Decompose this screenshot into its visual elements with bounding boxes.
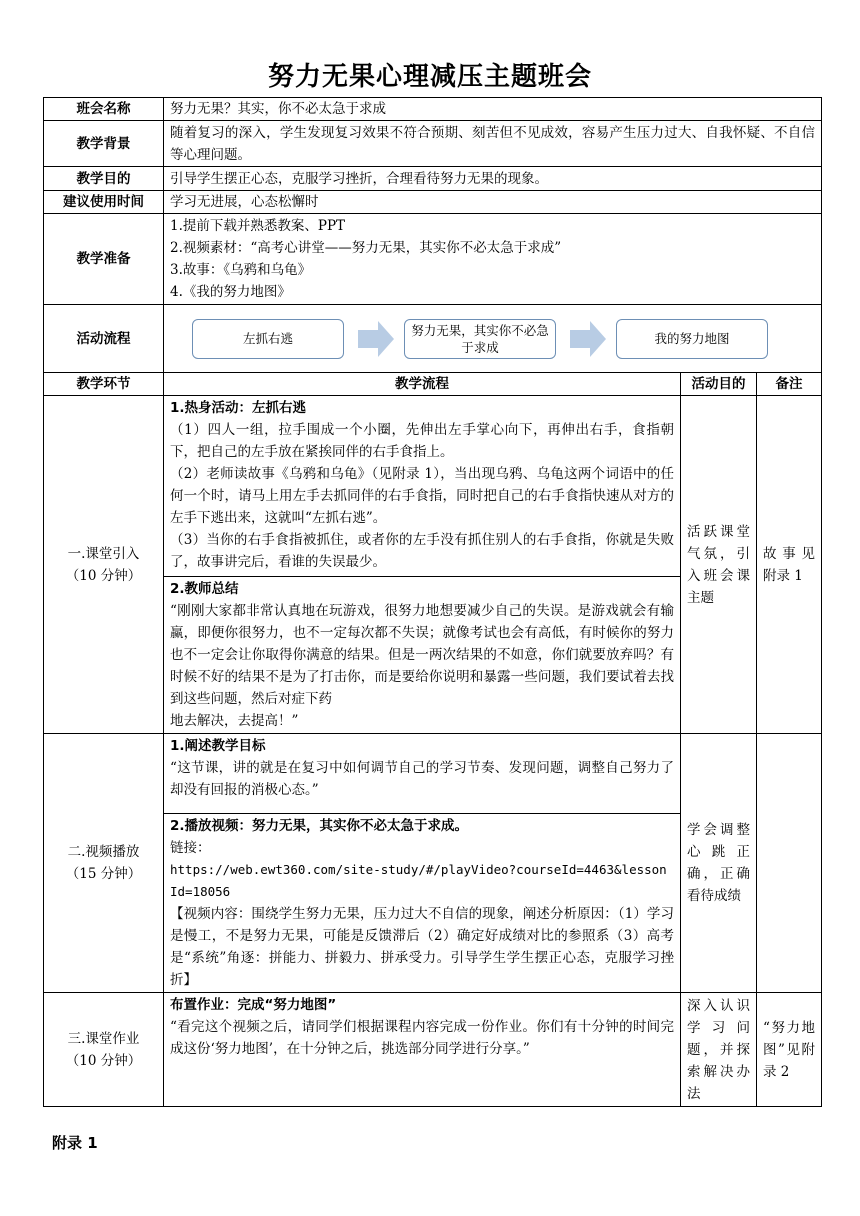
purpose-value: 引导学生摆正心态，克服学习挫折，合理看待努力无果的现象。 [164,167,822,191]
paragraph: 【视频内容：围绕学生努力无果，压力过大不自信的现象，阐述分析原因：（1）学习是慢工，不是努力无果，可能是反馈滞后（2）确定好成绩对比的参照系（3）高考是“系统”角逐：拼能力、拼毅力、拼承受力。引导学生学生摆正心态，克服学习挫折】 [170,906,674,988]
header-process: 教学流程 [164,373,681,396]
paragraph: 地去解决，去提高！” [170,713,299,729]
name-label: 班会名称 [44,98,164,121]
part-subtitle: 2.播放视频：努力无果，其实你不必太急于求成。 [170,818,469,834]
goal-cell: 学会调整心跳正确，正确看待成绩 [681,734,757,993]
paragraph: （3）当你的右手食指被抓住，或者你的左手没有抓住别人的右手食指，你就是失败了，故事讲完后，看谁的失误最少。 [170,532,674,570]
section-row [44,396,822,577]
flow-diagram [164,305,822,373]
usage-time-label: 建议使用时间 [44,191,164,214]
section-name: 二.视频播放 （15 分钟） [44,734,164,993]
part-subtitle: 布置作业：完成“努力地图” [170,997,337,1013]
lesson-plan-table [43,97,822,1107]
link-label: 链接： [170,840,211,856]
row-flow [44,305,822,373]
row-purpose [44,167,822,191]
row-preparation [44,214,822,305]
name-value: 努力无果？其实，你不必太急于求成 [164,98,822,121]
flow-step-1: 左抓右逃 [192,319,344,359]
part-subtitle: 1.阐述教学目标 [170,738,266,754]
process-cell [164,577,681,734]
header-row [44,373,822,396]
part-subtitle: 1.热身活动：左抓右逃 [170,400,307,416]
note-cell [757,734,822,993]
usage-time-value: 学习无进展，心态松懈时 [164,191,822,214]
paragraph: “刚刚大家都非常认真地在玩游戏，很努力地想要减少自己的失误。是游戏就会有输赢，即便你很努力，也不一定每次都不失误；就像考试也会有高低，有时候你的努力也不一定会让你取得你满意的结果。但是一两次结果的不如意，你们就要放弃吗？有时候不好的结果不是为了打击你，而是要给你说明和暴露一些问题，我们要试着去找到这些问题，然后对症下药 [170,603,674,707]
video-link[interactable]: https://web.ewt360.com/site-study/#/playVideo?courseId=4463&lessonId=18056 [170,862,667,899]
header-note: 备注 [757,373,822,396]
flow-step-3: 我的努力地图 [616,319,768,359]
paragraph: “看完这个视频之后，请同学们根据课程内容完成一份作业。你们有十分钟的时间完成这份‘努力地图’，在十分钟之后，挑选部分同学进行分享。” [170,1019,674,1057]
purpose-label: 教学目的 [44,167,164,191]
appendix-heading: 附录 1 [52,1134,98,1152]
paragraph: （2）老师读故事《乌鸦和乌龟》（见附录 1），当出现乌鸦、乌龟这两个词语中的任何一个时，请马上用左手去抓同伴的右手食指，同时把自己的右手食指快速从对方的左手下逃出来，这就叫“左抓右逃”。 [170,466,674,526]
preparation-item: 1.提前下载并熟悉教案、PPT [170,218,346,234]
preparation-item: 4.《我的努力地图》 [170,284,291,300]
section-row [44,993,822,1107]
note-cell: 故事见附录 1 [757,396,822,734]
process-cell [164,396,681,577]
note-cell: “努力地图”见附录 2 [757,993,822,1107]
arrow-right-icon [358,319,394,359]
page-title: 努力无果心理减压主题班会 [267,62,592,92]
arrow-right-icon [570,319,606,359]
section-name: 一.课堂引入 （10 分钟） [44,396,164,734]
process-cell [164,734,681,814]
part-subtitle: 2.教师总结 [170,581,239,597]
section-row [44,734,822,814]
background-value: 随着复习的深入，学生发现复习效果不符合预期、刻苦但不见成效，容易产生压力过大、自我怀疑、不自信等心理问题。 [164,121,822,167]
flow-step-2: 努力无果，其实你不必急于求成 [404,319,556,359]
paragraph: （1）四人一组，拉手围成一个小圈，先伸出左手掌心向下，再伸出右手，食指朝下，把自己的左手放在紧挨同伴的右手食指上。 [170,422,674,460]
goal-cell: 活跃课堂气氛，引入班会课主题 [681,396,757,734]
row-usage-time [44,191,822,214]
flow-label: 活动流程 [44,305,164,373]
header-goal: 活动目的 [681,373,757,396]
preparation-item: 2.视频素材：“高考心讲堂——努力无果，其实你不必太急于求成” [170,240,562,256]
preparation-list [164,214,822,305]
process-cell [164,993,681,1107]
row-background [44,121,822,167]
process-cell [164,814,681,993]
header-section: 教学环节 [44,373,164,396]
row-name [44,98,822,121]
paragraph: “这节课，讲的就是在复习中如何调节自己的学习节奏、发现问题，调整自己努力了却没有回报的消极心态。” [170,760,674,798]
goal-cell: 深入认识学习问题，并探索解决办法 [681,993,757,1107]
preparation-label: 教学准备 [44,214,164,305]
background-label: 教学背景 [44,121,164,167]
preparation-item: 3.故事：《乌鸦和乌龟》 [170,262,312,278]
section-name: 三.课堂作业 （10 分钟） [44,993,164,1107]
